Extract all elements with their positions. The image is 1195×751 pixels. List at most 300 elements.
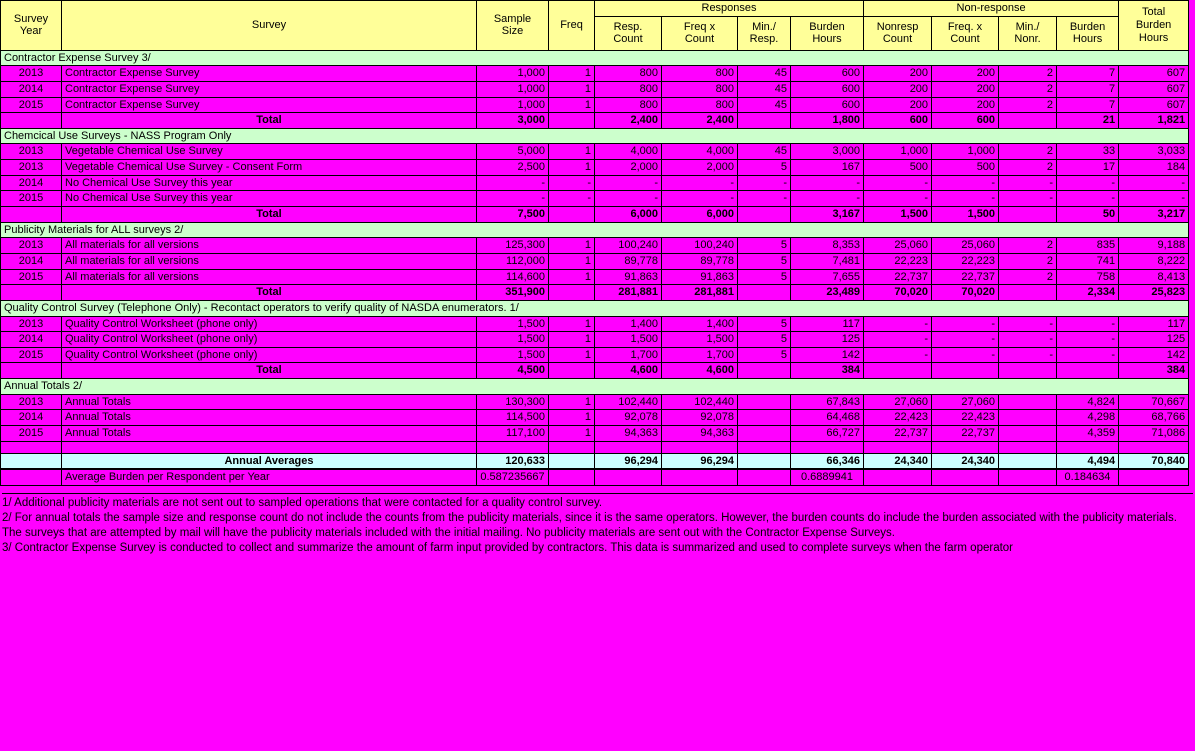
cell-avg-nonresp-count: 24,340: [864, 453, 932, 469]
cell-total-label: Total: [62, 285, 477, 301]
cell-burden-hours: -: [791, 191, 864, 207]
header-freq: Freq: [549, 1, 595, 51]
cell-total-freq-x-count: 2,400: [662, 113, 738, 129]
blank-cell: [932, 441, 999, 453]
cell-burden-hours-nr: -: [1057, 316, 1119, 332]
cell-total-freq-x-count-nr: 600: [932, 113, 999, 129]
cell-total-burden-hours: 384: [791, 363, 864, 379]
cell-freq-x-count-nr: 22,423: [932, 410, 999, 426]
cell-avg-burden-hours-nr: 4,494: [1057, 453, 1119, 469]
header-group-nonresponse: Non-response: [864, 1, 1119, 17]
cell-min-resp: 5: [738, 332, 791, 348]
cell-burden-hours: 600: [791, 81, 864, 97]
table-row: [1, 332, 1189, 348]
cell-freq-x-count: 800: [662, 97, 738, 113]
cell-total-burden: 184: [1119, 160, 1189, 176]
cell-freq-x-count-nr: 200: [932, 66, 999, 82]
cell-survey-name: Quality Control Worksheet (phone only): [62, 316, 477, 332]
spacer-cell-9: [1119, 470, 1189, 486]
cell-burden-hours: -: [791, 175, 864, 191]
blank-cell: [791, 441, 864, 453]
cell-freq-x-count-nr: 200: [932, 81, 999, 97]
cell-freq: 1: [549, 81, 595, 97]
table-row: [1, 347, 1189, 363]
cell-survey-year: 2013: [1, 394, 62, 410]
table-row: [1, 66, 1189, 82]
cell-freq-x-count: 102,440: [662, 394, 738, 410]
section-header-row: [1, 300, 1189, 316]
cell-burden-hours-nr: -: [1057, 347, 1119, 363]
cell-min-resp: 45: [738, 144, 791, 160]
cell-total-burden: 70,667: [1119, 394, 1189, 410]
cell-survey-year: 2014: [1, 253, 62, 269]
cell-total-min-nonr: [999, 207, 1057, 223]
cell-burden-hours-nr: 835: [1057, 238, 1119, 254]
cell-avg-min-resp: [738, 453, 791, 469]
cell-total-min-resp: [738, 285, 791, 301]
spacer-cell: [1, 470, 62, 486]
cell-resp-count: 102,440: [595, 394, 662, 410]
cell-total-sample: 351,900: [477, 285, 549, 301]
cell-survey-year: 2015: [1, 347, 62, 363]
cell-freq-x-count: 91,863: [662, 269, 738, 285]
cell-min-resp: 45: [738, 66, 791, 82]
cell-nonresp-count: 200: [864, 97, 932, 113]
cell-min-nonr: -: [999, 347, 1057, 363]
cell-avg-total-burden: 70,840: [1119, 453, 1189, 469]
cell-burden-hours: 117: [791, 316, 864, 332]
cell-total-min-resp: [738, 207, 791, 223]
cell-min-resp: 45: [738, 97, 791, 113]
cell-total-nonresp-count: 70,020: [864, 285, 932, 301]
cell-total-min-nonr: [999, 113, 1057, 129]
cell-total-burden: 117: [1119, 316, 1189, 332]
cell-total-burden: -: [1119, 191, 1189, 207]
cell-min-resp: [738, 410, 791, 426]
cell-survey-name: Vegetable Chemical Use Survey: [62, 144, 477, 160]
table-row: [1, 97, 1189, 113]
cell-nonresp-count: -: [864, 175, 932, 191]
cell-min-resp: 5: [738, 269, 791, 285]
cell-total-burden-hours-nr: 2,334: [1057, 285, 1119, 301]
blank-cell: [999, 441, 1057, 453]
cell-survey-name: Annual Totals: [62, 394, 477, 410]
section-header-row: [1, 379, 1189, 395]
cell-survey-name: Quality Control Worksheet (phone only): [62, 332, 477, 348]
cell-resp-count: 4,000: [595, 144, 662, 160]
cell-resp-count: 91,863: [595, 269, 662, 285]
cell-resp-count: 800: [595, 81, 662, 97]
cell-min-nonr: -: [999, 191, 1057, 207]
cell-burden-hours: 3,000: [791, 144, 864, 160]
average-burden-row: [1, 470, 1189, 486]
cell-nonresp-count: 22,223: [864, 253, 932, 269]
cell-freq: 1: [549, 316, 595, 332]
cell-total-total-burden: 3,217: [1119, 207, 1189, 223]
cell-min-nonr: -: [999, 316, 1057, 332]
cell-total-burden-hours-nr: [1057, 363, 1119, 379]
cell-min-resp: 5: [738, 238, 791, 254]
cell-freq: 1: [549, 238, 595, 254]
cell-resp-count: 800: [595, 97, 662, 113]
header-nonresp-count: Nonresp Count: [864, 16, 932, 50]
cell-freq-x-count-nr: -: [932, 316, 999, 332]
cell-total-label: Total: [62, 207, 477, 223]
blank-cell: [1119, 441, 1189, 453]
cell-total-burden: 3,033: [1119, 144, 1189, 160]
blank-cell: [62, 441, 477, 453]
cell-total-burden: 607: [1119, 66, 1189, 82]
cell-nonresp-count: -: [864, 347, 932, 363]
cell-burden-hours: 66,727: [791, 426, 864, 442]
cell-freq: -: [549, 191, 595, 207]
cell-survey-name: All materials for all versions: [62, 238, 477, 254]
average-burden-responses-value: 0.6889941: [791, 470, 864, 486]
cell-nonresp-count: 27,060: [864, 394, 932, 410]
cell-freq: 1: [549, 426, 595, 442]
table-row: [1, 394, 1189, 410]
cell-survey-name: Annual Totals: [62, 410, 477, 426]
cell-survey-year: 2014: [1, 332, 62, 348]
cell-min-nonr: -: [999, 332, 1057, 348]
cell-min-nonr: 2: [999, 81, 1057, 97]
cell-total-burden: 8,222: [1119, 253, 1189, 269]
cell-min-nonr: 2: [999, 238, 1057, 254]
cell-total-burden: 71,086: [1119, 426, 1189, 442]
cell-sample: 130,300: [477, 394, 549, 410]
cell-survey-name: No Chemical Use Survey this year: [62, 191, 477, 207]
table-row: [1, 269, 1189, 285]
cell-burden-hours-nr: -: [1057, 175, 1119, 191]
cell-freq: 1: [549, 347, 595, 363]
cell-min-nonr: [999, 426, 1057, 442]
cell-min-resp: -: [738, 175, 791, 191]
cell-survey-year: 2014: [1, 175, 62, 191]
cell-freq: 1: [549, 410, 595, 426]
cell-burden-hours: 67,843: [791, 394, 864, 410]
cell-total-burden: 125: [1119, 332, 1189, 348]
cell-burden-hours-nr: 33: [1057, 144, 1119, 160]
cell-freq-x-count-nr: 22,737: [932, 426, 999, 442]
cell-total-total-burden: 1,821: [1119, 113, 1189, 129]
cell-survey-year: 2013: [1, 160, 62, 176]
cell-sample: 114,600: [477, 269, 549, 285]
cell-total-freq-x-count-nr: 70,020: [932, 285, 999, 301]
cell-freq-x-count: -: [662, 191, 738, 207]
section-title: Publicity Materials for ALL surveys 2/: [1, 222, 1189, 238]
cell-total-freq-x-count: 6,000: [662, 207, 738, 223]
cell-freq-x-count: 100,240: [662, 238, 738, 254]
section-title: Annual Totals 2/: [1, 379, 1189, 395]
cell-total-burden: 607: [1119, 81, 1189, 97]
cell-min-nonr: [999, 394, 1057, 410]
cell-survey-year: 2015: [1, 426, 62, 442]
table-row: [1, 426, 1189, 442]
cell-sample: 1,500: [477, 316, 549, 332]
cell-total-nonresp-count: 600: [864, 113, 932, 129]
cell-sample: 125,300: [477, 238, 549, 254]
header-resp-count: Resp. Count: [595, 16, 662, 50]
cell-survey-year: 2013: [1, 66, 62, 82]
cell-sample: 2,500: [477, 160, 549, 176]
cell-nonresp-count: 22,737: [864, 269, 932, 285]
cell-total-min-resp: [738, 363, 791, 379]
header-survey-year: Survey Year: [1, 1, 62, 51]
cell-min-resp: -: [738, 191, 791, 207]
cell-min-nonr: 2: [999, 144, 1057, 160]
cell-freq-x-count: 89,778: [662, 253, 738, 269]
average-burden-nonresponse-value: 0.184634: [1057, 470, 1119, 486]
cell-min-resp: 5: [738, 253, 791, 269]
cell-avg-freq-x-count-nr: 24,340: [932, 453, 999, 469]
cell-burden-hours-nr: 7: [1057, 66, 1119, 82]
section-header-row: [1, 222, 1189, 238]
cell-total-resp-count: 281,881: [595, 285, 662, 301]
cell-total-burden: 9,188: [1119, 238, 1189, 254]
cell-freq-x-count: 2,000: [662, 160, 738, 176]
average-burden-table: [0, 469, 1189, 486]
cell-sample: 117,100: [477, 426, 549, 442]
cell-total-burden: 142: [1119, 347, 1189, 363]
table-row: [1, 144, 1189, 160]
cell-sample: 112,000: [477, 253, 549, 269]
cell-total-min-resp: [738, 113, 791, 129]
cell-freq-x-count-nr: 1,000: [932, 144, 999, 160]
cell-total-burden: 68,766: [1119, 410, 1189, 426]
cell-burden-hours: 167: [791, 160, 864, 176]
table-row: [1, 160, 1189, 176]
cell-total-freq-x-count: 281,881: [662, 285, 738, 301]
cell-avg-spacer: [1, 453, 62, 469]
cell-sample: -: [477, 175, 549, 191]
cell-survey-year: 2013: [1, 316, 62, 332]
section-total-row: [1, 113, 1189, 129]
cell-min-nonr: -: [999, 175, 1057, 191]
cell-survey-year: 2015: [1, 97, 62, 113]
cell-freq: 1: [549, 66, 595, 82]
cell-freq-x-count-nr: 22,223: [932, 253, 999, 269]
cell-freq-x-count-nr: 500: [932, 160, 999, 176]
blank-cell: [549, 441, 595, 453]
cell-burden-hours: 600: [791, 97, 864, 113]
average-burden-sample-value: 0.587235667: [477, 470, 549, 486]
cell-freq: 1: [549, 332, 595, 348]
annual-averages-row: [1, 453, 1189, 469]
cell-freq: 1: [549, 394, 595, 410]
cell-min-nonr: 2: [999, 269, 1057, 285]
cell-total-burden: 607: [1119, 97, 1189, 113]
table-row: [1, 253, 1189, 269]
cell-survey-name: Annual Totals: [62, 426, 477, 442]
cell-total-resp-count: 6,000: [595, 207, 662, 223]
section-title: Quality Control Survey (Telephone Only) - Recontact operators to verify quality of NASDA enumerators. 1/: [1, 300, 1189, 316]
cell-freq: 1: [549, 97, 595, 113]
table-row: [1, 238, 1189, 254]
cell-burden-hours-nr: 17: [1057, 160, 1119, 176]
cell-total-freq-x-count-nr: 1,500: [932, 207, 999, 223]
cell-survey-year: 2013: [1, 144, 62, 160]
cell-survey-name: Contractor Expense Survey: [62, 81, 477, 97]
blank-cell: [662, 441, 738, 453]
cell-resp-count: 800: [595, 66, 662, 82]
cell-resp-count: 94,363: [595, 426, 662, 442]
cell-avg-min-nonr: [999, 453, 1057, 469]
cell-nonresp-count: 500: [864, 160, 932, 176]
cell-survey-name: Contractor Expense Survey: [62, 97, 477, 113]
cell-freq: 1: [549, 160, 595, 176]
cell-avg-freq: [549, 453, 595, 469]
cell-freq-x-count-nr: -: [932, 191, 999, 207]
table-row: [1, 191, 1189, 207]
cell-min-nonr: [999, 410, 1057, 426]
cell-freq-x-count-nr: -: [932, 175, 999, 191]
cell-resp-count: 2,000: [595, 160, 662, 176]
cell-total-label: Total: [62, 363, 477, 379]
cell-nonresp-count: 22,423: [864, 410, 932, 426]
spacer-cell-4: [662, 470, 738, 486]
footnote-2: 2/ For annual totals the sample size and response count do not include the counts from the publicity materials, since it is the same operators. However, the burden counts do include the burden associated with the publicity materials. The surveys that are attempted by mail will have the publicity materials included with the initial mailing. No publicity materials are sent out with the Contractor Expense Surveys.: [2, 512, 1177, 539]
blank-cell: [477, 441, 549, 453]
cell-freq: 1: [549, 253, 595, 269]
cell-min-nonr: 2: [999, 160, 1057, 176]
cell-resp-count: 1,400: [595, 316, 662, 332]
cell-resp-count: -: [595, 175, 662, 191]
blank-cell: [1057, 441, 1119, 453]
cell-total-label: Total: [62, 113, 477, 129]
blank-cell: [595, 441, 662, 453]
cell-survey-name: No Chemical Use Survey this year: [62, 175, 477, 191]
header-burden-hours-nonresp: Burden Hours: [1057, 16, 1119, 50]
cell-total-min-nonr: [999, 363, 1057, 379]
cell-freq-x-count: 1,400: [662, 316, 738, 332]
average-burden-label: Average Burden per Respondent per Year: [62, 470, 477, 486]
cell-nonresp-count: -: [864, 332, 932, 348]
section-total-row: [1, 285, 1189, 301]
cell-total-sample: 3,000: [477, 113, 549, 129]
cell-freq: -: [549, 175, 595, 191]
cell-burden-hours: 7,655: [791, 269, 864, 285]
blank-cell: [1, 441, 62, 453]
cell-freq-x-count-nr: 27,060: [932, 394, 999, 410]
cell-burden-hours-nr: 4,824: [1057, 394, 1119, 410]
header-freq-x-count-nonresp: Freq. x Count: [932, 16, 999, 50]
spacer-cell-6: [864, 470, 932, 486]
cell-total-nonresp-count: 1,500: [864, 207, 932, 223]
cell-total-total-burden: 384: [1119, 363, 1189, 379]
cell-nonresp-count: -: [864, 316, 932, 332]
cell-freq-x-count-nr: 200: [932, 97, 999, 113]
cell-sample: 1,500: [477, 332, 549, 348]
cell-resp-count: 1,700: [595, 347, 662, 363]
header-burden-hours-resp: Burden Hours: [791, 16, 864, 50]
cell-total-total-burden: 25,823: [1119, 285, 1189, 301]
cell-survey-year: 2013: [1, 238, 62, 254]
cell-total-sample: 4,500: [477, 363, 549, 379]
cell-total-freq-x-count: 4,600: [662, 363, 738, 379]
cell-total-freq: [549, 363, 595, 379]
cell-burden-hours: 8,353: [791, 238, 864, 254]
cell-total-burden: -: [1119, 175, 1189, 191]
footnote-3: 3/ Contractor Expense Survey is conducted to collect and summarize the amount of farm input provided by contractors. This data is summarized and used to complete surveys when the farm operator: [2, 542, 1014, 555]
section-header-row: [1, 128, 1189, 144]
cell-burden-hours-nr: 7: [1057, 81, 1119, 97]
cell-total-burden-hours-nr: 50: [1057, 207, 1119, 223]
cell-total-burden-hours: 3,167: [791, 207, 864, 223]
cell-min-resp: 45: [738, 81, 791, 97]
cell-survey-year: 2014: [1, 410, 62, 426]
cell-total-burden-hours: 1,800: [791, 113, 864, 129]
cell-nonresp-count: 200: [864, 81, 932, 97]
cell-freq-x-count-nr: -: [932, 347, 999, 363]
cell-survey-name: Contractor Expense Survey: [62, 66, 477, 82]
cell-freq-x-count: -: [662, 175, 738, 191]
cell-freq-x-count: 800: [662, 66, 738, 82]
section-title: Contractor Expense Survey 3/: [1, 50, 1189, 66]
spacer-cell-2: [549, 470, 595, 486]
cell-resp-count: 1,500: [595, 332, 662, 348]
section-total-row: [1, 207, 1189, 223]
cell-avg-resp-count: 96,294: [595, 453, 662, 469]
cell-nonresp-count: 25,060: [864, 238, 932, 254]
cell-sample: 1,500: [477, 347, 549, 363]
cell-nonresp-count: -: [864, 191, 932, 207]
cell-nonresp-count: 1,000: [864, 144, 932, 160]
cell-burden-hours-nr: 4,359: [1057, 426, 1119, 442]
cell-freq-x-count-nr: -: [932, 332, 999, 348]
cell-total-freq: [549, 285, 595, 301]
cell-total-burden-hours-nr: 21: [1057, 113, 1119, 129]
footnotes: [0, 491, 1195, 556]
cell-freq-x-count: 800: [662, 81, 738, 97]
section-total-row: [1, 363, 1189, 379]
table-header: [1, 1, 1189, 51]
cell-freq-x-count: 1,500: [662, 332, 738, 348]
cell-min-nonr: 2: [999, 66, 1057, 82]
cell-burden-hours-nr: -: [1057, 332, 1119, 348]
cell-freq-x-count: 94,363: [662, 426, 738, 442]
cell-total-freq: [549, 113, 595, 129]
cell-nonresp-count: 22,737: [864, 426, 932, 442]
cell-total-spacer: [1, 363, 62, 379]
cell-survey-year: 2015: [1, 269, 62, 285]
cell-total-freq-x-count-nr: [932, 363, 999, 379]
spacer-cell-3: [595, 470, 662, 486]
annual-averages-label: Annual Averages: [62, 453, 477, 469]
blank-cell: [738, 441, 791, 453]
cell-sample: -: [477, 191, 549, 207]
cell-resp-count: 89,778: [595, 253, 662, 269]
table-row: [1, 81, 1189, 97]
cell-total-spacer: [1, 113, 62, 129]
blank-cell: [864, 441, 932, 453]
cell-min-resp: [738, 394, 791, 410]
header-total-burden-hours: Total Burden Hours: [1119, 1, 1189, 51]
cell-resp-count: -: [595, 191, 662, 207]
blank-row: [1, 441, 1189, 453]
cell-freq-x-count: 4,000: [662, 144, 738, 160]
cell-min-nonr: 2: [999, 253, 1057, 269]
cell-sample: 5,000: [477, 144, 549, 160]
cell-sample: 1,000: [477, 81, 549, 97]
cell-burden-hours-nr: 741: [1057, 253, 1119, 269]
spacer-cell-8: [999, 470, 1057, 486]
cell-burden-hours: 7,481: [791, 253, 864, 269]
header-group-responses: Responses: [595, 1, 864, 17]
cell-burden-hours-nr: 758: [1057, 269, 1119, 285]
cell-sample: 1,000: [477, 66, 549, 82]
cell-survey-name: All materials for all versions: [62, 269, 477, 285]
cell-burden-hours-nr: -: [1057, 191, 1119, 207]
